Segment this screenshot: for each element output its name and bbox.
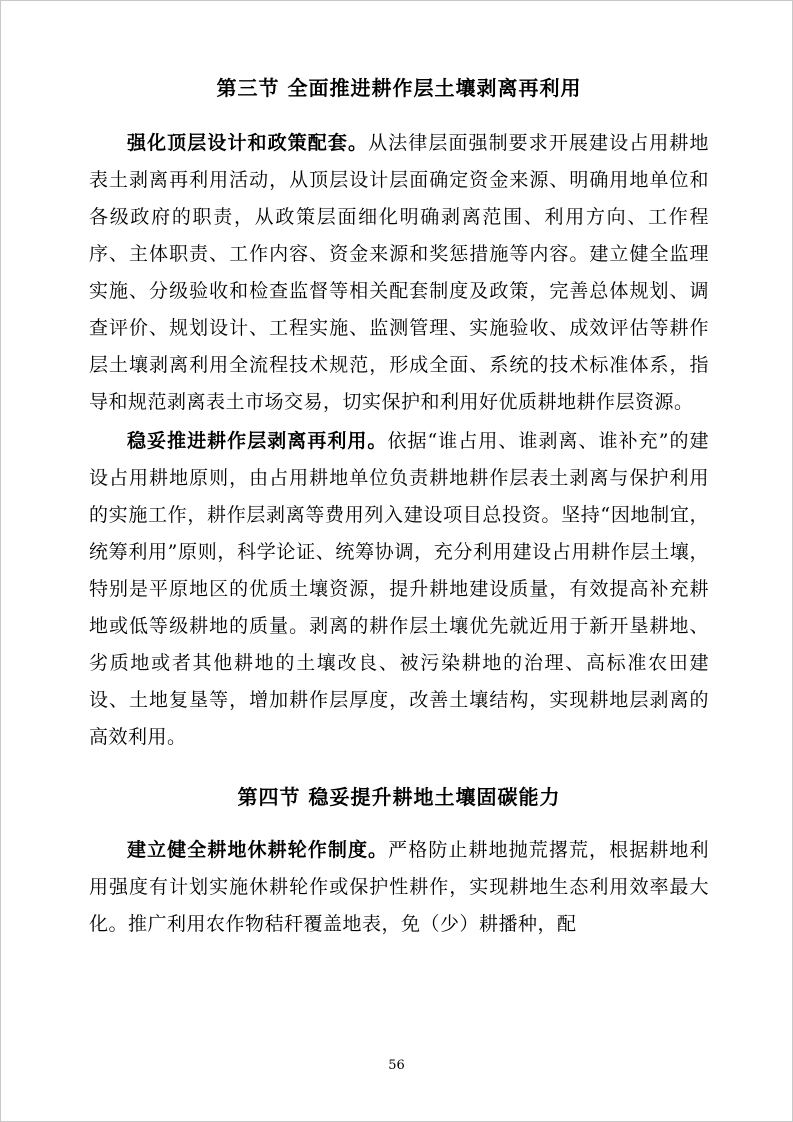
paragraph-3-lead: 建立健全耕地休耕轮作制度。 xyxy=(127,839,389,861)
paragraph-1-text: 从法律层面强制要求开展建设占用耕地表土剥离再利用活动，从顶层设计层面确定资金来源、明确用地单位和各级政府的职责，从政策层面细化明确剥离范围、利用方向、工作程序、主体职责、工作内容、资金来源和奖惩措施等内容。建立健全监理实施、分级验收和检查监督等相关配套制度及政策，完善总体规划、调查评价、规划设计、工程实施、监测管理、实施验收、成效评估等耕作层土壤剥离利用全流程技术规范，形成全面、系统的技术标准体系，指导和规范剥离表土市场交易，切实保护和利用好优质耕地耕作层资源。 xyxy=(89,132,709,413)
section-heading-4: 第四节 稳妥提升耕地土壤固碳能力 xyxy=(237,785,561,809)
page-content xyxy=(89,73,709,943)
paragraph-2-text: 依据“谁占用、谁剥离、谁补充”的建设占用耕地原则，由占用耕地单位负责耕地耕作层表土剥离与保护利用的实施工作，耕作层剥离等费用列入建设项目总投资。坚持“因地制宜，统筹利用”原则，科学论证、统筹协调，充分利用建设占用耕作层土壤，特别是平原地区的优质土壤资源，提升耕地建设质量，有效提高补充耕地或低等级耕地的质量。剥离的耕作层土壤优先就近用于新开垦耕地、劣质地或者其他耕地的土壤改良、被污染耕地的治理、高标准农田建设、土地复垦等，增加耕作层厚度，改善土壤结构，实现耕地层剥离的高效利用。 xyxy=(89,430,709,748)
paragraph-2-lead: 稳妥推进耕作层剥离再利用。 xyxy=(127,430,388,452)
page-number: 56 xyxy=(388,1058,405,1073)
paragraph-3-text: 严格防止耕地抛荒撂荒，根据耕地利用强度有计划实施休耕轮作或保护性耕作，实现耕地生态利用效率最大化。推广利用农作物秸秆覆盖地表，免（少）耕播种，配 xyxy=(89,839,709,935)
paragraph-1-lead: 强化顶层设计和政策配套。 xyxy=(127,132,369,154)
section-heading-3: 第三节 全面推进耕作层土壤剥离再利用 xyxy=(216,76,582,100)
paragraph-2 xyxy=(89,423,709,756)
paragraph-3 xyxy=(89,832,709,943)
paragraph-1 xyxy=(89,125,709,421)
